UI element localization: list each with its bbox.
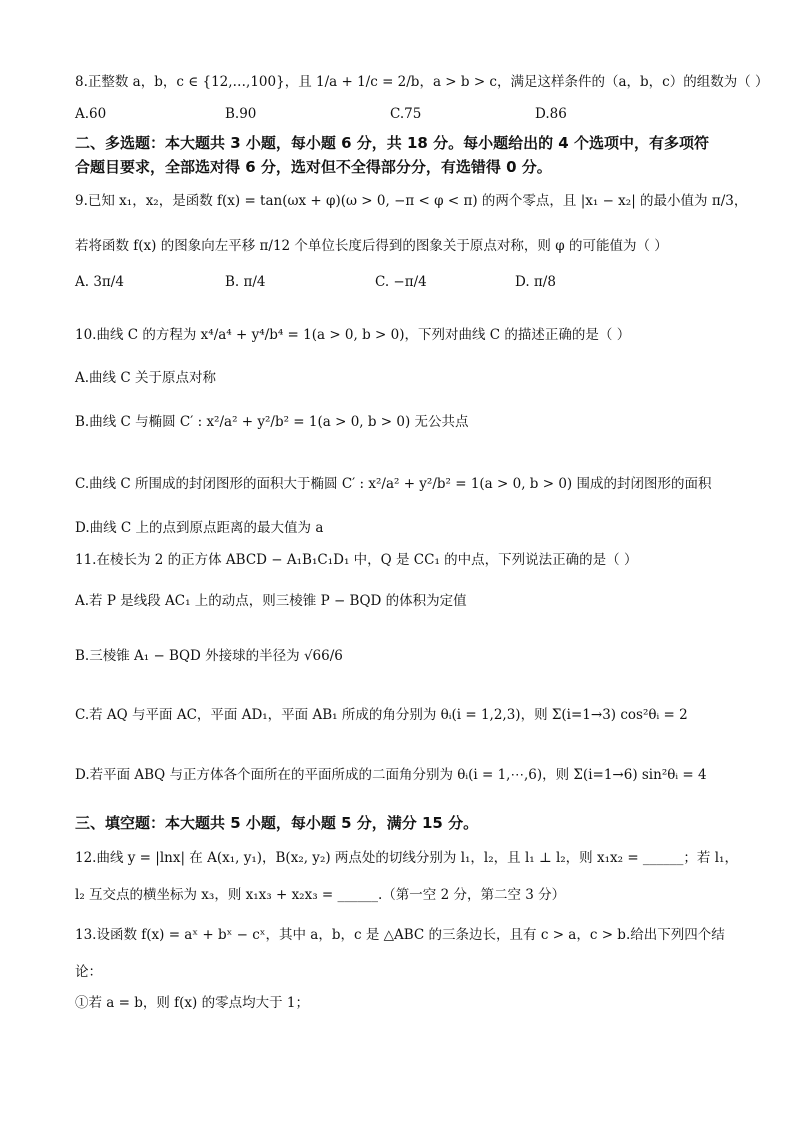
question-10-stem: 10.曲线 C 的方程为 x⁴/a⁴ + y⁴/b⁴ = 1(a > 0, b > 0)，下列对曲线 C 的描述正确的是（ ） — [75, 327, 631, 343]
question-9-line2: 若将函数 f(x) 的图象向左平移 π/12 个单位长度后得到的图象关于原点对称，则 φ 的可能值为（ ） — [75, 238, 668, 254]
q8-option-a: A.60 — [75, 106, 107, 122]
question-9-options — [75, 274, 556, 290]
q11-option-b: B.三棱锥 A₁ − BQD 外接球的半径为 √66/6 — [75, 648, 343, 664]
q9-option-d: D. π/8 — [515, 274, 556, 290]
q9-option-a: A. 3π/4 — [75, 274, 124, 290]
q11-option-c: C.若 AQ 与平面 AC，平面 AD₁，平面 AB₁ 所成的角分别为 θᵢ(i = 1,2,3)，则 Σ(i=1→3) cos²θᵢ = 2 — [75, 707, 688, 723]
question-8-stem: 8.正整数 a，b，c ∈ {12,…,100}，且 1/a + 1/c = 2/b，a > b > c，满足这样条件的（a，b，c）的组数为（ ） — [75, 74, 769, 90]
q10-option-c: C.曲线 C 所围成的封闭图形的面积大于椭圆 C′ : x²/a² + y²/b² = 1(a > 0, b > 0) 围成的封闭图形的面积 — [75, 476, 712, 492]
q9-option-b: B. π/4 — [225, 274, 266, 290]
section-2-heading-line1: 二、多选题：本大题共 3 小题，每小题 6 分，共 18 分。每小题给出的 4 个选项中，有多项符 — [75, 134, 709, 152]
question-12-line1: 12.曲线 y = |lnx| 在 A(x₁, y₁)，B(x₂, y₂) 两点处的切线分别为 l₁，l₂，且 l₁ ⊥ l₂，则 x₁x₂ = ______；若 l₁， — [75, 850, 738, 866]
q11-option-d: D.若平面 ABQ 与正方体各个面所在的平面所成的二面角分别为 θᵢ(i = 1,⋯,6)，则 Σ(i=1→6) sin²θᵢ = 4 — [75, 767, 707, 783]
q11-option-a: A.若 P 是线段 AC₁ 上的动点，则三棱锥 P − BQD 的体积为定值 — [75, 593, 467, 609]
question-13-item1: ①若 a = b，则 f(x) 的零点均大于 1； — [75, 995, 309, 1011]
question-9-line1: 9.已知 x₁，x₂，是函数 f(x) = tan(ωx + φ)(ω > 0, −π < φ < π) 的两个零点，且 |x₁ − x₂| 的最小值为 π/3， — [75, 193, 748, 209]
question-13-line2: 论： — [75, 964, 102, 980]
question-11-stem: 11.在棱长为 2 的正方体 ABCD − A₁B₁C₁D₁ 中，Q 是 CC₁ 的中点，下列说法正确的是（ ） — [75, 552, 638, 568]
q9-option-c: C. −π/4 — [375, 274, 427, 290]
q8-option-c: C.75 — [390, 106, 422, 122]
q8-option-b: B.90 — [225, 106, 257, 122]
q10-option-d: D.曲线 C 上的点到原点距离的最大值为 a — [75, 520, 324, 536]
question-8-options — [75, 106, 567, 122]
q10-option-b: B.曲线 C 与椭圆 C′ : x²/a² + y²/b² = 1(a > 0, b > 0) 无公共点 — [75, 414, 469, 430]
section-2-heading-line2: 合题目要求，全部选对得 6 分，选对但不全得部分分，有选错得 0 分。 — [75, 158, 552, 176]
q8-option-d: D.86 — [535, 106, 567, 122]
question-13-line1: 13.设函数 f(x) = aˣ + bˣ − cˣ，其中 a，b，c 是 △ABC 的三条边长，且有 c > a，c > b.给出下列四个结 — [75, 927, 725, 943]
q10-option-a: A.曲线 C 关于原点对称 — [75, 370, 216, 386]
question-12-line2: l₂ 互交点的横坐标为 x₃，则 x₁x₃ + x₂x₃ = ______.（第一空 2 分，第二空 3 分） — [75, 887, 566, 903]
section-3-heading: 三、填空题：本大题共 5 小题，每小题 5 分，满分 15 分。 — [75, 814, 479, 832]
